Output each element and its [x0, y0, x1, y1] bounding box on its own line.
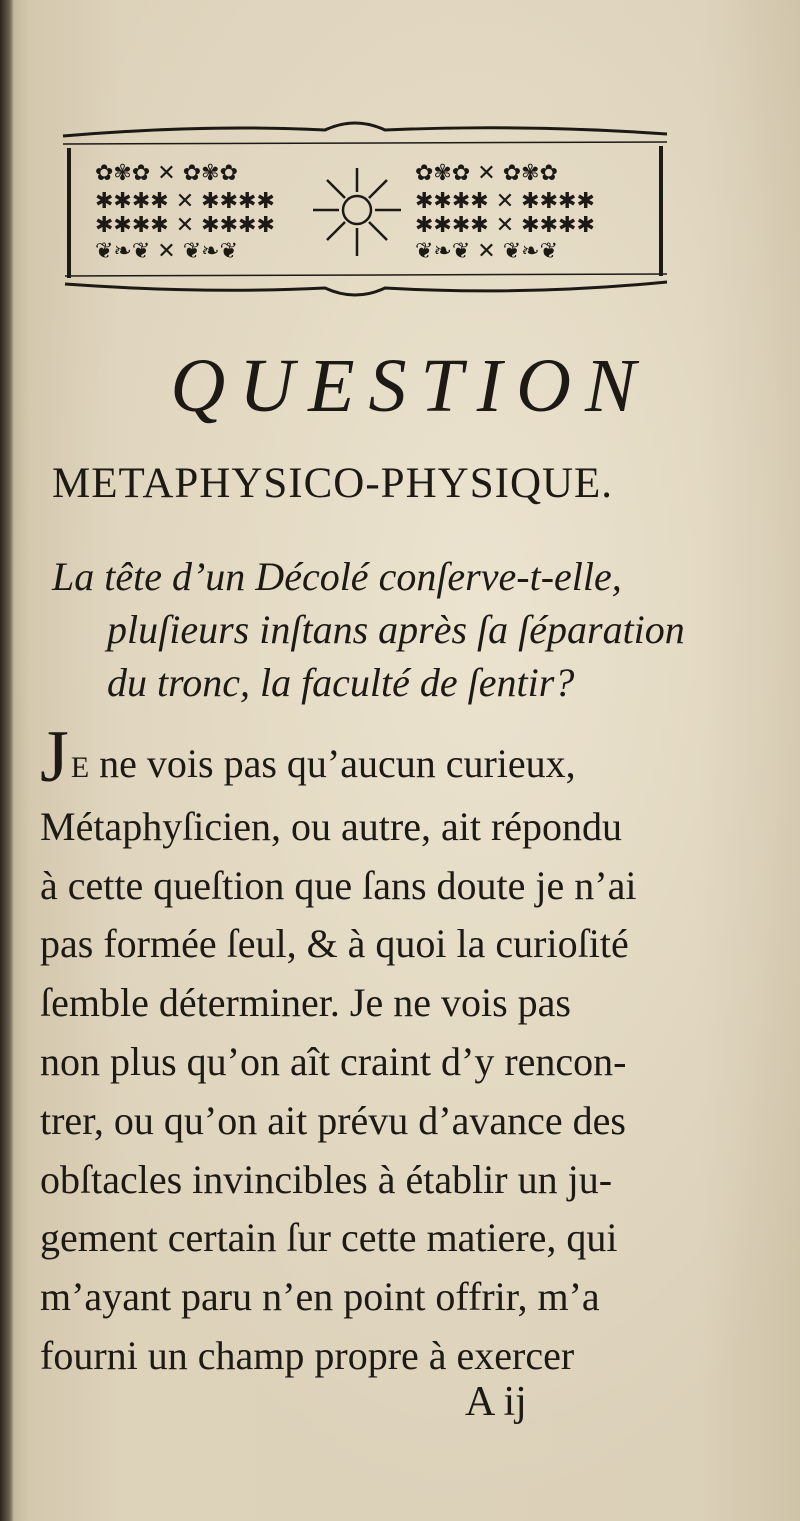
lede-line: pluſieurs inſtans après ſa ſéparation	[107, 607, 685, 652]
body-line: Métaphyſicien, ou autre, ait répondu	[40, 803, 623, 849]
body-line: gement certain ſur cette matiere, qui	[40, 1215, 618, 1261]
svg-text:✱✱✱✱ ✕ ✱✱✱✱: ✱✱✱✱ ✕ ✱✱✱✱	[95, 189, 275, 214]
lede-line: La tête d’un Décolé conſerve-t-elle,	[52, 554, 622, 599]
page-gutter-shadow	[0, 0, 14, 1521]
drop-cap: J	[40, 716, 69, 798]
headpiece-ornament	[55, 108, 675, 308]
body-line: m’ayant paru n’en point offrir, m’a	[40, 1274, 600, 1320]
body-line: non plus qu’on aît craint d’y rencon-	[40, 1038, 627, 1084]
body-line: ſemble déterminer. Je ne vois pas	[40, 980, 571, 1026]
svg-text:❦❧❦ ✕ ❦❧❦: ❦❧❦ ✕ ❦❧❦	[415, 239, 559, 264]
body-line: trer, ou qu’on ait prévu d’avance des	[40, 1097, 626, 1143]
question-lede	[52, 550, 772, 709]
small-cap: E	[70, 751, 90, 784]
signature-mark: A ij	[465, 1379, 527, 1425]
svg-text:✱✱✱✱ ✕ ✱✱✱✱: ✱✱✱✱ ✕ ✱✱✱✱	[415, 213, 595, 238]
body-first-line	[40, 716, 780, 798]
svg-text:✱✱✱✱ ✕ ✱✱✱✱: ✱✱✱✱ ✕ ✱✱✱✱	[95, 213, 275, 238]
body-line: à cette queſtion que ſans doute je n’ai	[40, 862, 637, 908]
body-line: ne vois pas qu’aucun curieux,	[99, 741, 576, 786]
page-subtitle: METAPHYSICO-PHYSIQUE.	[52, 460, 614, 507]
body-line: pas formée ſeul, & à quoi la curioſité	[40, 921, 629, 967]
svg-text:✿✾✿ ✕ ✿✾✿: ✿✾✿ ✕ ✿✾✿	[95, 161, 239, 186]
page-title: QUESTION	[170, 344, 650, 428]
body-line: obſtacles invincibles à établir un ju-	[40, 1156, 613, 1202]
body-line: fourni un champ propre à exercer	[40, 1332, 575, 1378]
lede-line: du tronc, la faculté de ſentir?	[107, 660, 575, 705]
svg-text:✱✱✱✱ ✕ ✱✱✱✱: ✱✱✱✱ ✕ ✱✱✱✱	[415, 189, 595, 214]
svg-text:❦❧❦ ✕ ❦❧❦: ❦❧❦ ✕ ❦❧❦	[95, 239, 239, 264]
svg-text:✿✾✿ ✕ ✿✾✿: ✿✾✿ ✕ ✿✾✿	[415, 161, 559, 186]
body-text	[40, 716, 780, 1386]
